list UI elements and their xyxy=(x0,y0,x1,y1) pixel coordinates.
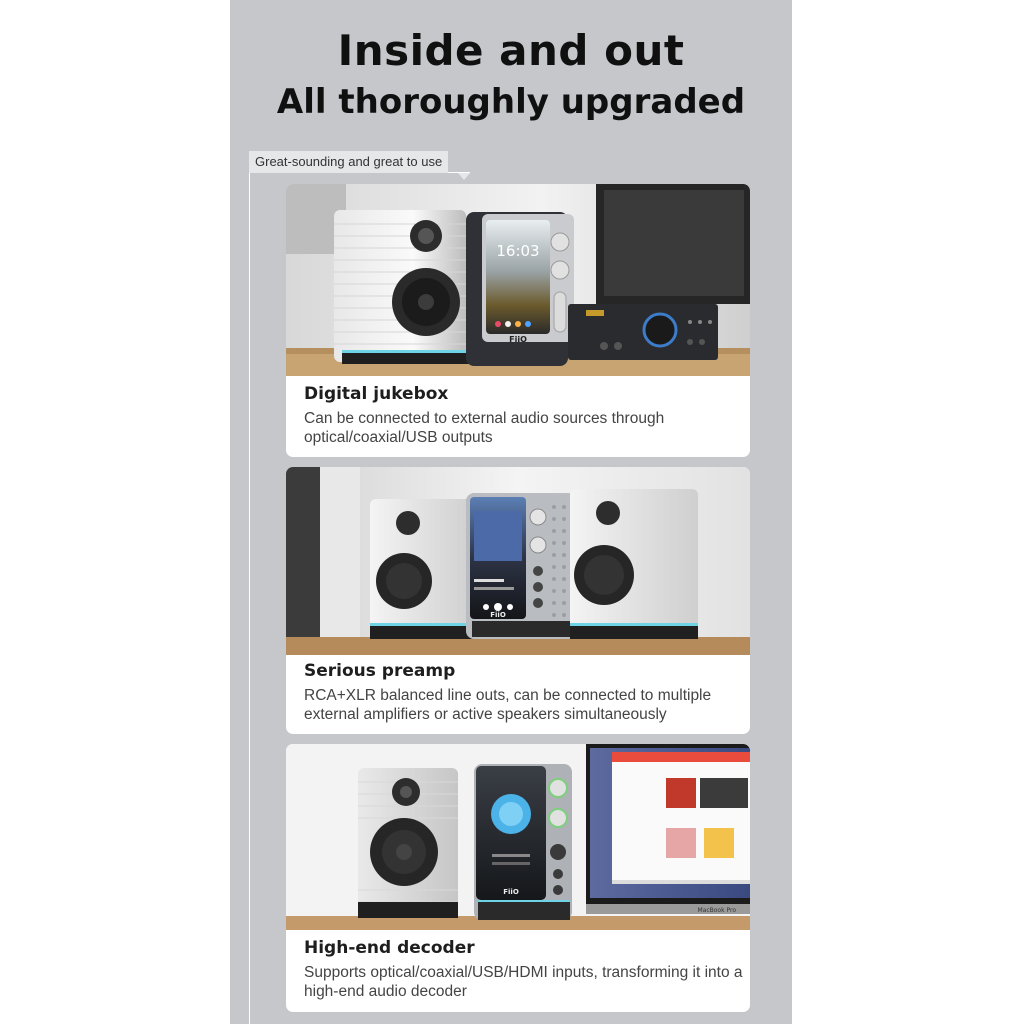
speaker-left xyxy=(370,499,474,639)
fiio-player-device xyxy=(474,764,572,920)
jukebox-photo xyxy=(286,184,750,376)
laptop xyxy=(586,744,750,914)
preamp-photo xyxy=(286,467,750,655)
card-description: Supports optical/coaxial/USB/HDMI inputs, transforming it into a high-end audio decoder xyxy=(304,964,743,1000)
card-high-end-decoder xyxy=(286,744,750,1012)
screen-clock: 16:03 xyxy=(496,242,540,260)
amplifier xyxy=(568,304,718,360)
fiio-player-device xyxy=(466,212,574,366)
speaker xyxy=(358,768,458,918)
page-title: Inside and out xyxy=(337,26,685,75)
section-tag: Great-sounding and great to use xyxy=(249,151,448,173)
speaker-right xyxy=(570,489,698,639)
card-description: RCA+XLR balanced line outs, can be connected to multiple external amplifiers or active speakers simultaneously xyxy=(304,687,712,723)
card-title: High-end decoder xyxy=(304,938,475,958)
card-description: Can be connected to external audio sources through optical/coaxial/USB outputs xyxy=(304,410,665,446)
card-serious-preamp xyxy=(286,467,750,734)
laptop-label: MacBook Pro xyxy=(697,907,736,914)
page-subtitle: All thoroughly upgraded xyxy=(276,82,746,122)
tag-pointer xyxy=(458,173,470,180)
brand-logo: FiiO xyxy=(490,611,506,619)
brand-logo: FiiO xyxy=(509,335,527,344)
card-title: Serious preamp xyxy=(304,661,456,681)
brand-logo: FiiO xyxy=(503,888,519,896)
decoder-photo xyxy=(286,744,750,930)
card-digital-jukebox xyxy=(286,184,750,457)
card-title: Digital jukebox xyxy=(304,384,449,404)
timeline-line xyxy=(249,173,250,1024)
speaker-left xyxy=(334,210,470,364)
fiio-player-device xyxy=(466,493,576,639)
